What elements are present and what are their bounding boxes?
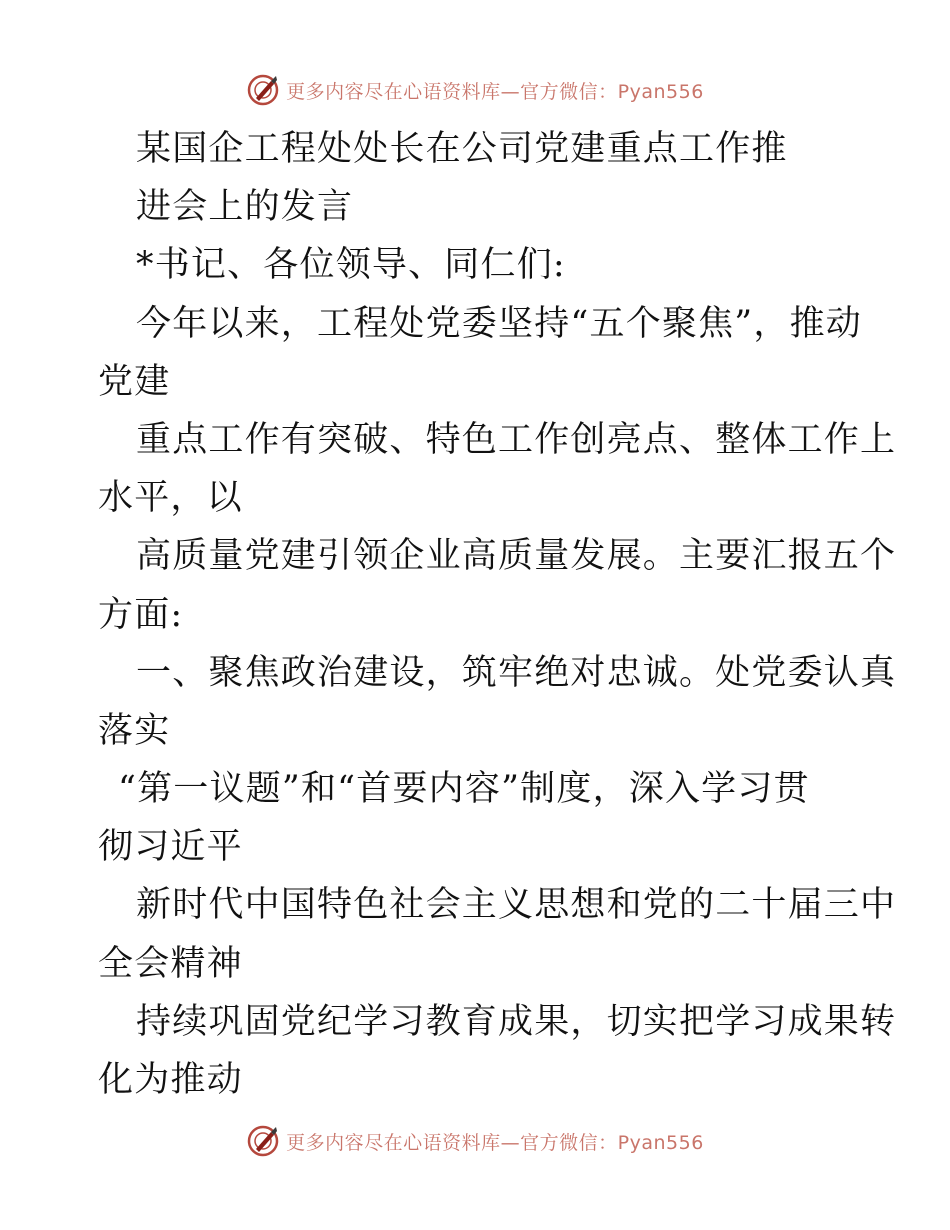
paragraph-line: 落实	[98, 710, 171, 751]
paragraph-line: 全会精神	[98, 943, 243, 984]
paragraph-line: 方面:	[98, 594, 184, 635]
title-line-1: 某国企工程处处长在公司党建重点工作推	[136, 129, 788, 169]
watermark-text: 更多内容尽在心语资料库—官方微信：Pyan556	[286, 80, 704, 103]
watermark-text: 更多内容尽在心语资料库—官方微信：Pyan556	[286, 1131, 704, 1154]
paragraph-line: 化为推动	[98, 1060, 243, 1100]
salutation: *书记、各位领导、同仁们:	[136, 245, 566, 286]
paragraph-line: 党建	[98, 361, 171, 402]
paragraph-line: 彻习近平	[98, 827, 243, 868]
paragraph-line: 重点工作有突破、特色工作创亮点、整体工作上	[136, 419, 897, 460]
paragraph-line: 高质量党建引领企业高质量发展。主要汇报五个	[136, 536, 897, 577]
paragraph-line: 新时代中国特色社会主义思想和党的二十届三中	[136, 885, 897, 926]
paragraph-line: “第一议题”和“首要内容”制度，深入学习贯	[118, 769, 810, 810]
paragraph-line: 今年以来，工程处党委坚持“五个聚焦”，推动	[136, 303, 862, 344]
pen-logo-icon	[246, 73, 280, 107]
paragraph-line: 水平，以	[98, 478, 243, 519]
document-body	[98, 120, 897, 1109]
pen-logo-icon	[246, 1124, 280, 1158]
title-line-2: 进会上的发言	[136, 187, 354, 228]
watermark-header	[0, 70, 950, 110]
section-heading-line: 一、聚焦政治建设，筑牢绝对忠诚。处党委认真	[136, 652, 897, 693]
paragraph-line: 持续巩固党纪学习教育成果，切实把学习成果转	[136, 1001, 897, 1042]
watermark-footer	[0, 1121, 950, 1161]
